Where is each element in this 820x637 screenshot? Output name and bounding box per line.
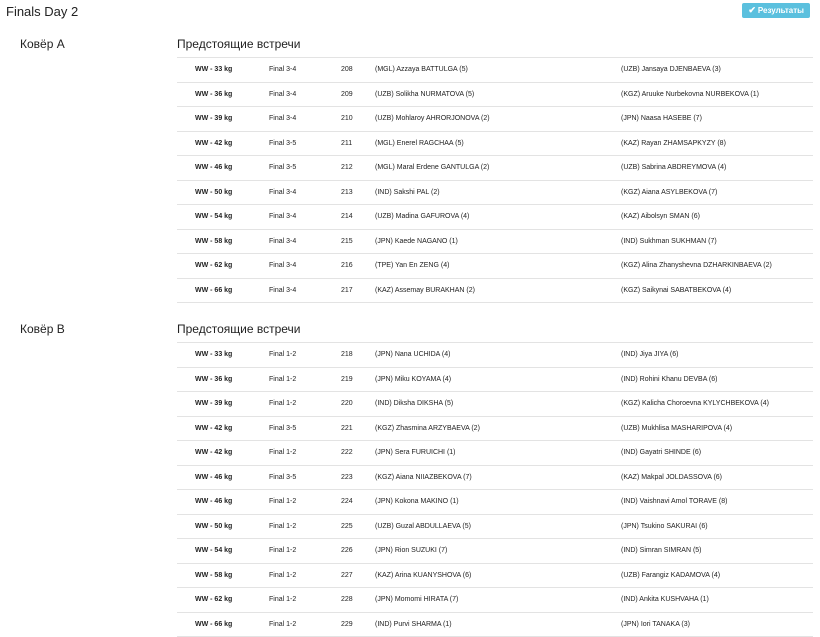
bout-number: 212 [341, 164, 353, 172]
blue-corner-athlete: (IND) Simran SIMRAN (5) [621, 547, 702, 555]
red-corner-athlete: (MGL) Azzaya BATTULGA (5) [375, 66, 468, 74]
bout-number: 223 [341, 473, 353, 481]
weight-category: WW - 42 kg [195, 449, 233, 457]
bout-stage: Final 1-2 [269, 498, 297, 506]
weight-category: WW - 50 kg [195, 188, 233, 196]
red-corner-athlete: (IND) Diksha DIKSHA (5) [375, 400, 454, 408]
bout-stage: Final 3-5 [269, 139, 297, 147]
weight-category: WW - 42 kg [195, 139, 233, 147]
bout-stage: Final 3-4 [269, 115, 297, 123]
bout-row[interactable] [177, 441, 813, 466]
bout-number: 228 [341, 596, 353, 604]
bout-stage: Final 1-2 [269, 522, 297, 530]
weight-category: WW - 33 kg [195, 66, 233, 74]
weight-category: WW - 54 kg [195, 213, 233, 221]
bout-stage: Final 3-4 [269, 66, 297, 74]
weight-category: WW - 62 kg [195, 596, 233, 604]
bout-row[interactable] [177, 588, 813, 613]
bout-stage: Final 3-4 [269, 286, 297, 294]
bout-number: 216 [341, 262, 353, 270]
red-corner-athlete: (JPN) Miku KOYAMA (4) [375, 375, 452, 383]
blue-corner-athlete: (IND) Sukhman SUKHMAN (7) [621, 237, 717, 245]
blue-corner-athlete: (KGZ) Alina Zhanyshevna DZHARKINBAEVA (2) [621, 262, 772, 270]
bout-row[interactable] [177, 58, 813, 83]
bout-stage: Final 3-5 [269, 473, 297, 481]
weight-category: WW - 33 kg [195, 351, 233, 359]
red-corner-athlete: (UZB) Mohlaroy AHRORJONOVA (2) [375, 115, 490, 123]
bout-number: 229 [341, 620, 353, 628]
bout-stage: Final 1-2 [269, 449, 297, 457]
bout-number: 227 [341, 571, 353, 579]
results-button-label: Результаты [757, 6, 804, 15]
bout-stage: Final 1-2 [269, 351, 297, 359]
bout-number: 226 [341, 547, 353, 555]
bout-stage: Final 3-4 [269, 237, 297, 245]
weight-category: WW - 36 kg [195, 90, 233, 98]
blue-corner-athlete: (IND) Vaishnavi Amol TORAVE (8) [621, 498, 728, 506]
blue-corner-athlete: (UZB) Jansaya DJENBAEVA (3) [621, 66, 721, 74]
bout-row[interactable] [177, 229, 813, 254]
blue-corner-athlete: (KAZ) Rayan ZHAMSAPKYZY (8) [621, 139, 726, 147]
blue-corner-athlete: (UZB) Mukhlisa MASHARIPOVA (4) [621, 424, 733, 432]
weight-category: WW - 58 kg [195, 571, 233, 579]
bout-number: 214 [341, 213, 353, 221]
weight-category: WW - 58 kg [195, 237, 233, 245]
red-corner-athlete: (IND) Sakshi PAL (2) [375, 188, 440, 196]
blue-corner-athlete: (IND) Jiya JIYA (6) [621, 351, 679, 359]
bout-number: 218 [341, 351, 353, 359]
bout-stage: Final 1-2 [269, 571, 297, 579]
blue-corner-athlete: (IND) Rohini Khanu DEVBA (6) [621, 375, 718, 383]
weight-category: WW - 46 kg [195, 473, 233, 481]
bout-row[interactable] [177, 107, 813, 132]
blue-corner-athlete: (KAZ) Makpal JOLDASSOVA (6) [621, 473, 723, 481]
weight-category: WW - 54 kg [195, 547, 233, 555]
bout-number: 215 [341, 237, 353, 245]
bout-number: 225 [341, 522, 353, 530]
red-corner-athlete: (JPN) Kokona MAKINO (1) [375, 498, 459, 506]
bout-row[interactable] [177, 156, 813, 181]
bout-stage: Final 1-2 [269, 400, 297, 408]
upcoming-bouts-heading: Предстоящие встречи [177, 322, 301, 336]
bout-row[interactable] [177, 131, 813, 156]
blue-corner-athlete: (KGZ) Aruuke Nurbekovna NURBEKOVA (1) [621, 90, 759, 98]
mat-name: Ковёр A [20, 37, 65, 51]
bout-stage: Final 3-5 [269, 424, 297, 432]
bout-stage: Final 3-4 [269, 262, 297, 270]
bout-number: 219 [341, 375, 353, 383]
weight-category: WW - 50 kg [195, 522, 233, 530]
bout-row[interactable] [177, 254, 813, 279]
bout-row[interactable] [177, 416, 813, 441]
bout-stage: Final 1-2 [269, 547, 297, 555]
bout-number: 210 [341, 115, 353, 123]
red-corner-athlete: (JPN) Kaede NAGANO (1) [375, 237, 458, 245]
red-corner-athlete: (KGZ) Zhasmina ARZYBAEVA (2) [375, 424, 480, 432]
blue-corner-athlete: (KGZ) Aiana ASYLBEKOVA (7) [621, 188, 718, 196]
check-icon: ✔ [748, 5, 756, 15]
bout-row[interactable] [177, 343, 813, 368]
blue-corner-athlete: (KGZ) Saikynai SABATBEKOVA (4) [621, 286, 732, 294]
bout-row[interactable] [177, 612, 813, 637]
red-corner-athlete: (KGZ) Aiana NIIAZBEKOVA (7) [375, 473, 472, 481]
bout-number: 222 [341, 449, 353, 457]
weight-category: WW - 46 kg [195, 164, 233, 172]
bout-stage: Final 1-2 [269, 596, 297, 604]
bout-number: 224 [341, 498, 353, 506]
bout-number: 211 [341, 139, 353, 147]
red-corner-athlete: (JPN) Nana UCHIDA (4) [375, 351, 451, 359]
results-button[interactable] [742, 3, 810, 18]
blue-corner-athlete: (UZB) Farangiz KADAMOVA (4) [621, 571, 721, 579]
blue-corner-athlete: (KAZ) Aibolsyn SMAN (6) [621, 213, 700, 221]
bouts-table [177, 57, 813, 303]
bout-number: 208 [341, 66, 353, 74]
bout-number: 221 [341, 424, 353, 432]
bout-stage: Final 1-2 [269, 620, 297, 628]
bout-stage: Final 3-5 [269, 164, 297, 172]
red-corner-athlete: (JPN) Sera FURUICHI (1) [375, 449, 456, 457]
red-corner-athlete: (KAZ) Arina KUANYSHOVA (6) [375, 571, 472, 579]
bout-number: 217 [341, 286, 353, 294]
bout-row[interactable] [177, 367, 813, 392]
blue-corner-athlete: (JPN) Naasa HASEBE (7) [621, 115, 702, 123]
blue-corner-athlete: (JPN) Iori TANAKA (3) [621, 620, 690, 628]
weight-category: WW - 62 kg [195, 262, 233, 270]
upcoming-bouts-heading: Предстоящие встречи [177, 37, 301, 51]
bout-row[interactable] [177, 82, 813, 107]
bout-row[interactable] [177, 465, 813, 490]
bout-row[interactable] [177, 514, 813, 539]
weight-category: WW - 46 kg [195, 498, 233, 506]
bout-row[interactable] [177, 180, 813, 205]
bout-stage: Final 3-4 [269, 213, 297, 221]
blue-corner-athlete: (IND) Gayatri SHINDE (6) [621, 449, 702, 457]
bout-row[interactable] [177, 563, 813, 588]
bout-stage: Final 3-4 [269, 90, 297, 98]
bout-number: 220 [341, 400, 353, 408]
red-corner-athlete: (JPN) Momomi HIRATA (7) [375, 596, 459, 604]
red-corner-athlete: (MGL) Enerel RAGCHAA (5) [375, 139, 464, 147]
red-corner-athlete: (UZB) Madina GAFUROVA (4) [375, 213, 470, 221]
bout-stage: Final 1-2 [269, 375, 297, 383]
bouts-table [177, 342, 813, 637]
bout-stage: Final 3-4 [269, 188, 297, 196]
red-corner-athlete: (IND) Purvi SHARMA (1) [375, 620, 452, 628]
red-corner-athlete: (UZB) Solikha NURMATOVA (5) [375, 90, 475, 98]
red-corner-athlete: (MGL) Maral Erdene GANTULGA (2) [375, 164, 490, 172]
bout-row[interactable] [177, 392, 813, 417]
bout-row[interactable] [177, 539, 813, 564]
mat-name: Ковёр B [20, 322, 65, 336]
weight-category: WW - 36 kg [195, 375, 233, 383]
bout-row[interactable] [177, 278, 813, 303]
red-corner-athlete: (UZB) Guzal ABDULLAEVA (5) [375, 522, 471, 530]
bout-number: 213 [341, 188, 353, 196]
page-title: Finals Day 2 [6, 4, 79, 19]
blue-corner-athlete: (UZB) Sabrina ABDREYMOVA (4) [621, 164, 727, 172]
bout-row[interactable] [177, 490, 813, 515]
bout-number: 209 [341, 90, 353, 98]
blue-corner-athlete: (KGZ) Kalicha Choroevna KYLYCHBEKOVA (4) [621, 400, 769, 408]
weight-category: WW - 66 kg [195, 286, 233, 294]
weight-category: WW - 39 kg [195, 400, 233, 408]
blue-corner-athlete: (IND) Ankita KUSHVAHA (1) [621, 596, 709, 604]
red-corner-athlete: (JPN) Rion SUZUKI (7) [375, 547, 448, 555]
bout-row[interactable] [177, 205, 813, 230]
weight-category: WW - 39 kg [195, 115, 233, 123]
weight-category: WW - 42 kg [195, 424, 233, 432]
red-corner-athlete: (TPE) Yan En ZENG (4) [375, 262, 450, 270]
weight-category: WW - 66 kg [195, 620, 233, 628]
blue-corner-athlete: (JPN) Tsukino SAKURAI (6) [621, 522, 708, 530]
red-corner-athlete: (KAZ) Assemay BURAKHAN (2) [375, 286, 475, 294]
